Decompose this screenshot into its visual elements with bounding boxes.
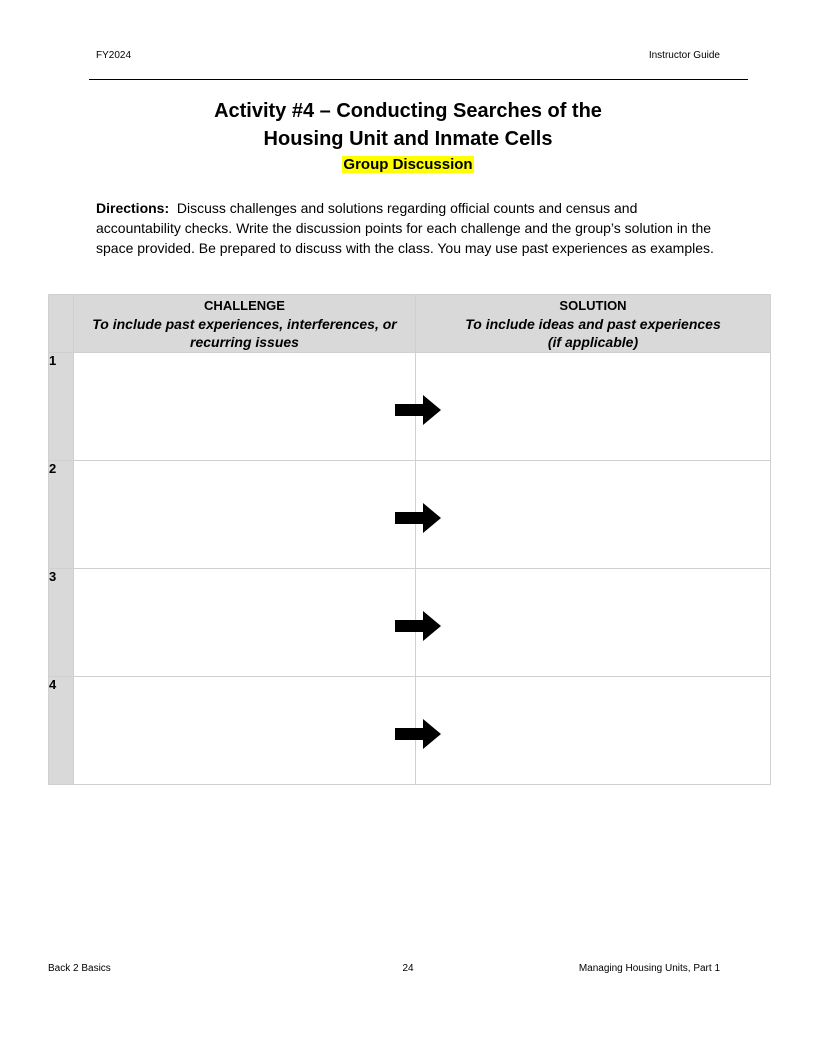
solution-subheader-1: To include ideas and past experiences bbox=[465, 315, 721, 332]
right-arrow-icon bbox=[395, 611, 441, 641]
table-header-row bbox=[49, 295, 771, 353]
directions-paragraph bbox=[96, 198, 726, 258]
footer-left: Back 2 Basics bbox=[48, 963, 111, 974]
challenge-cell[interactable] bbox=[74, 677, 416, 785]
header-right: Instructor Guide bbox=[648, 50, 720, 61]
right-arrow-icon bbox=[395, 503, 441, 533]
right-arrow-icon bbox=[395, 719, 441, 749]
challenge-cell[interactable] bbox=[74, 569, 416, 677]
challenge-cell[interactable] bbox=[74, 461, 416, 569]
table-row bbox=[49, 461, 771, 569]
solution-subheader-2: (if applicable) bbox=[547, 333, 639, 350]
challenge-header: CHALLENGE bbox=[204, 297, 285, 313]
solution-cell[interactable] bbox=[416, 677, 771, 785]
discussion-table bbox=[48, 294, 771, 785]
solution-header: SOLUTION bbox=[559, 297, 627, 313]
row-number: 1 bbox=[49, 353, 74, 461]
row-number: 3 bbox=[49, 569, 74, 677]
directions-text: Discuss challenges and solutions regarding official counts and census and accountability checks. Write the discussion points for each challenge and the group’s solution in the space provided. Be prepared to discuss with the class. You may use past experiences as examples. bbox=[96, 200, 714, 256]
header-divider bbox=[89, 79, 748, 80]
right-arrow-icon bbox=[395, 395, 441, 425]
table-row bbox=[49, 569, 771, 677]
page-title bbox=[0, 97, 816, 153]
solution-cell[interactable] bbox=[416, 353, 771, 461]
table-row bbox=[49, 677, 771, 785]
row-number-header bbox=[49, 295, 74, 353]
subtitle-container bbox=[0, 155, 816, 175]
challenge-column-header bbox=[74, 295, 416, 353]
title-line-2: Housing Unit and Inmate Cells bbox=[263, 128, 553, 150]
table-row bbox=[49, 353, 771, 461]
subtitle-highlight: Group Discussion bbox=[343, 156, 473, 173]
solution-column-header bbox=[416, 295, 771, 353]
footer-right: Managing Housing Units, Part 1 bbox=[578, 963, 720, 974]
solution-cell[interactable] bbox=[416, 569, 771, 677]
title-line-1: Activity #4 – Conducting Searches of the bbox=[214, 100, 602, 122]
row-number: 4 bbox=[49, 677, 74, 785]
challenge-subheader: To include past experiences, interferences, or recurring issues bbox=[92, 315, 397, 350]
row-number: 2 bbox=[49, 461, 74, 569]
directions-label: Directions: bbox=[96, 200, 170, 216]
challenge-cell[interactable] bbox=[74, 353, 416, 461]
solution-cell[interactable] bbox=[416, 461, 771, 569]
page-number: 24 bbox=[402, 963, 414, 974]
header-left: FY2024 bbox=[96, 50, 132, 61]
